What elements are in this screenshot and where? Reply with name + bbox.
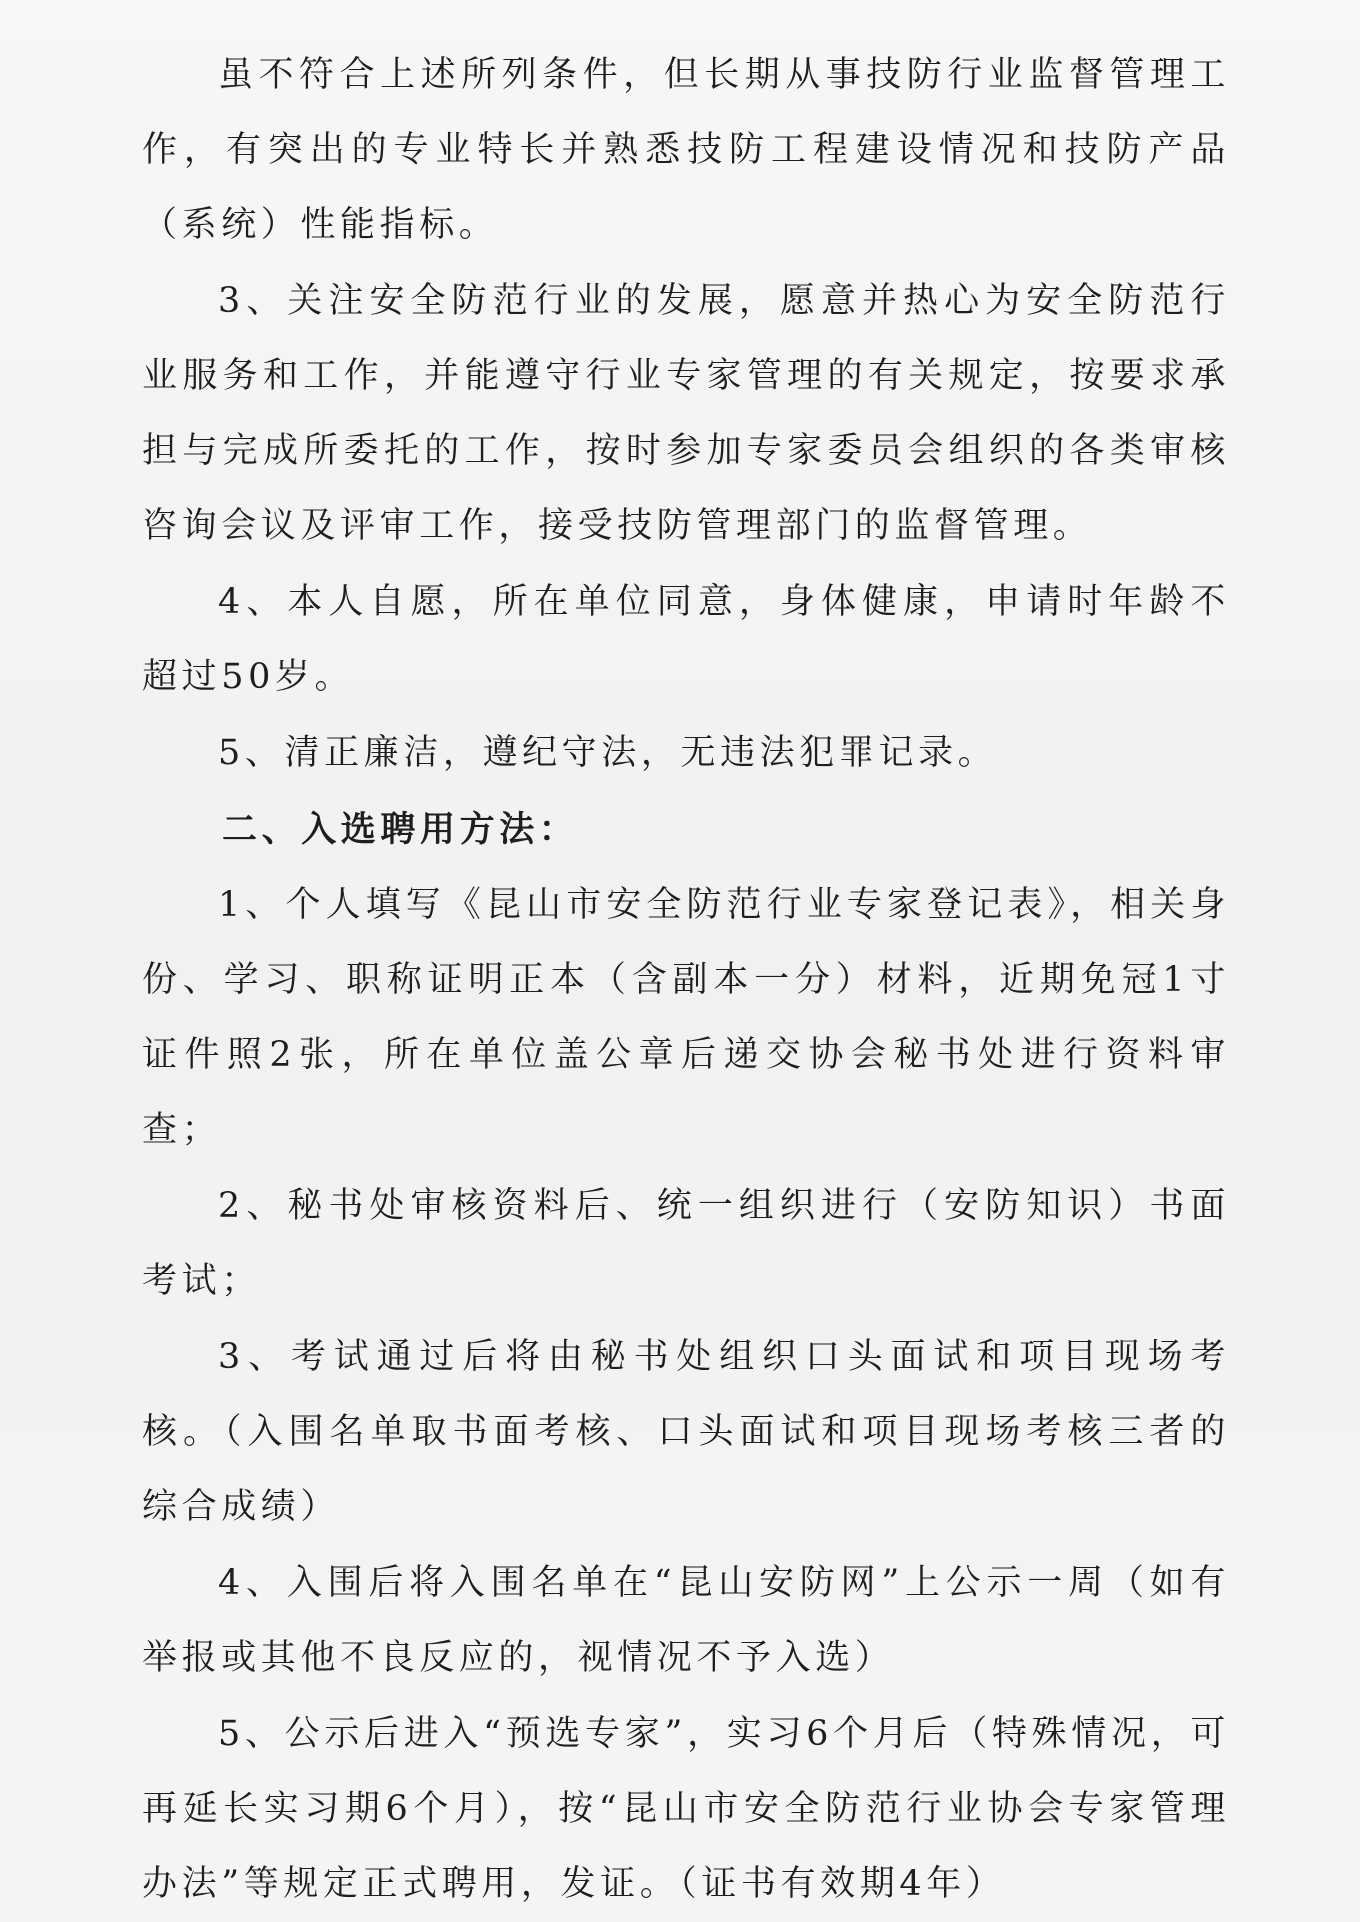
section-item-2: 2、秘书处审核资料后、统一组织进行（安防知识）书面考试； [142, 1186, 1230, 1301]
section-item-1: 1、个人填写《昆山市安全防范行业专家登记表》，相关身份、学习、职称证明正本（含副本一分）材料，近期免冠1寸证件照2张，所在单位盖公章后递交协会秘书处进行资料审查； [142, 885, 1230, 1150]
section-item-5: 5、公示后进入“预选专家”，实习6个月后（特殊情况，可再延长实习期6个月），按“昆山市安全防范行业协会专家管理办法”等规定正式聘用，发证。（证书有效期4年） [142, 1714, 1230, 1904]
section-item-4: 4、入围后将入围名单在“昆山安防网”上公示一周（如有举报或其他不良反应的，视情况不予入选） [142, 1563, 1230, 1678]
paragraph-item-4: 4、本人自愿，所在单位同意，身体健康，申请时年龄不超过50岁。 [142, 582, 1230, 697]
section-item-3: 3、考试通过后将由秘书处组织口头面试和项目现场考核。（入围名单取书面考核、口头面试和项目现场考核三者的综合成绩） [142, 1337, 1230, 1527]
paragraph-conditions-continued: 虽不符合上述所列条件，但长期从事技防行业监督管理工作，有突出的专业特长并熟悉技防工程建设情况和技防产品（系统）性能指标。 [142, 55, 1230, 245]
paragraph-item-5: 5、清正廉洁，遵纪守法，无违法犯罪记录。 [218, 733, 998, 773]
paragraph-item-3: 3、关注安全防范行业的发展，愿意并热心为安全防范行业服务和工作，并能遵守行业专家管理的有关规定，按要求承担与完成所委托的工作，按时参加专家委员会组织的各类审核咨询会议及评审工作，接受技防管理部门的监督管理。 [142, 281, 1230, 546]
section-heading: 二、入选聘用方法： [222, 809, 579, 850]
